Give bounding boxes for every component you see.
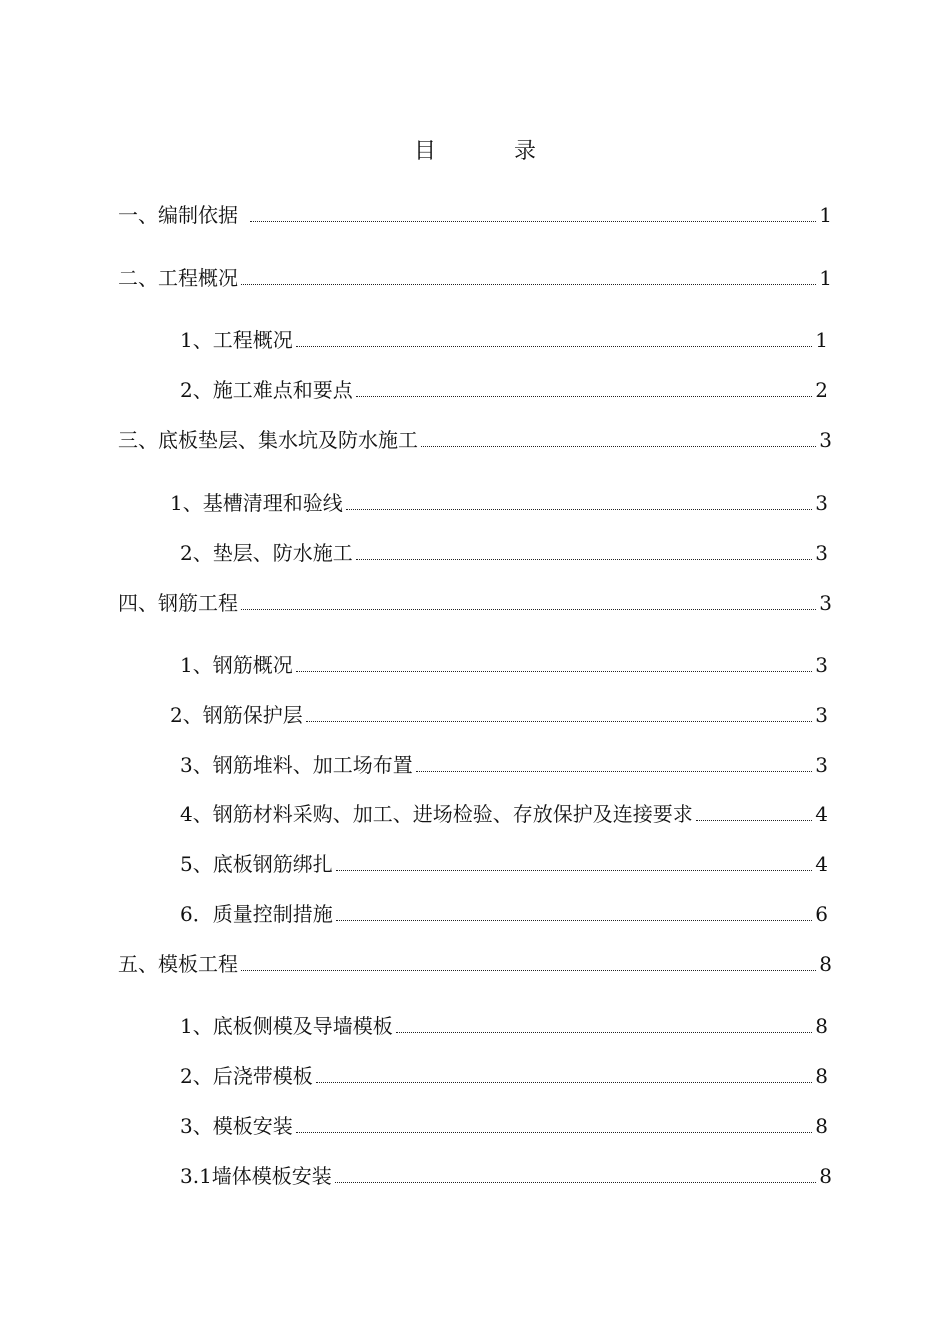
toc-entry[interactable] (118, 422, 832, 452)
toc-entry-page: 3 (815, 703, 828, 727)
toc-leader (241, 608, 816, 610)
toc-entry-label: 四、钢筋工程 (118, 591, 238, 615)
toc-entry-page: 1 (819, 266, 832, 290)
toc-entry[interactable] (180, 372, 828, 402)
toc-entry[interactable] (180, 846, 828, 876)
toc-entry-label: 五、模板工程 (118, 952, 238, 976)
toc-entry-page: 4 (815, 802, 828, 826)
toc-entry-page: 8 (819, 952, 832, 976)
toc-entry[interactable] (180, 1008, 828, 1038)
toc-leader (241, 283, 816, 285)
toc-title-char-2: 录 (514, 139, 537, 164)
toc-leader (396, 1031, 813, 1033)
toc-entry-page: 8 (815, 1114, 828, 1138)
toc-entry-label: 2、垫层、防水施工 (180, 541, 353, 565)
toc-leader (316, 1081, 813, 1083)
toc-leader (356, 395, 813, 397)
toc-entry[interactable] (180, 647, 828, 677)
toc-entry[interactable] (118, 197, 832, 227)
toc-entry-page: 3 (815, 653, 828, 677)
toc-entry[interactable] (118, 946, 832, 976)
toc-entry[interactable] (118, 585, 832, 615)
toc-entry-label: 4、钢筋材料采购、加工、进场检验、存放保护及连接要求 (180, 802, 693, 826)
toc-leader (336, 869, 813, 871)
toc-leader (250, 220, 816, 222)
toc-entry-label: 三、底板垫层、集水坑及防水施工 (118, 428, 418, 452)
toc-entry-label: 2、后浇带模板 (180, 1064, 313, 1088)
toc-entry-label: 3、模板安装 (180, 1114, 293, 1138)
toc-entry[interactable] (180, 796, 828, 826)
toc-entry-page: 3 (815, 753, 828, 777)
toc-entry[interactable] (180, 896, 828, 926)
toc-entry-label: 1、底板侧模及导墙模板 (180, 1014, 393, 1038)
toc-title-char-1: 目 (414, 139, 437, 164)
toc-leader (296, 345, 813, 347)
toc-entry-page: 8 (819, 1164, 832, 1188)
toc-leader (336, 919, 813, 921)
toc-entry-label: 1、基槽清理和验线 (170, 491, 343, 515)
toc-entry-label: 1、工程概况 (180, 328, 293, 352)
toc-entry[interactable] (170, 697, 828, 727)
toc-entry-label: 二、工程概况 (118, 266, 238, 290)
toc-entry[interactable] (180, 1058, 828, 1088)
toc-leader (306, 720, 813, 722)
toc-leader (696, 819, 813, 821)
toc-leader (421, 445, 816, 447)
toc-leader (241, 969, 816, 971)
toc-entry-page: 6 (815, 902, 828, 926)
toc-entry-label: 3、钢筋堆料、加工场布置 (180, 753, 413, 777)
toc-entry-label: 5、底板钢筋绑扎 (180, 852, 333, 876)
toc-leader (346, 508, 813, 510)
toc-entry[interactable] (180, 322, 828, 352)
toc-leader (296, 1131, 813, 1133)
toc-leader (296, 670, 813, 672)
toc-leader (356, 558, 813, 560)
toc-entry-page: 8 (815, 1064, 828, 1088)
toc-entry[interactable] (180, 1108, 828, 1138)
toc-entry-label: 2、钢筋保护层 (170, 703, 303, 727)
toc-entry-page: 2 (815, 378, 828, 402)
toc-leader (335, 1181, 816, 1183)
toc-entry[interactable] (180, 1158, 832, 1188)
toc-entry-page: 3 (819, 591, 832, 615)
toc-entry-page: 3 (819, 428, 832, 452)
toc-entry-label: 一、编制依据 (118, 203, 238, 227)
toc-leader (416, 770, 813, 772)
toc-entry-page: 8 (815, 1014, 828, 1038)
toc-entry-page: 4 (815, 852, 828, 876)
toc-entry-label: 1、钢筋概况 (180, 653, 293, 677)
toc-entry-page: 1 (819, 203, 832, 227)
toc-entry-page: 3 (815, 541, 828, 565)
toc-entry[interactable] (170, 485, 828, 515)
toc-entry[interactable] (180, 535, 828, 565)
toc-entry-page: 3 (815, 491, 828, 515)
toc-entry-page: 1 (815, 328, 828, 352)
toc-entry-label: 2、施工难点和要点 (180, 378, 353, 402)
toc-entry[interactable] (180, 747, 828, 777)
toc-entry-label: 3.1墙体模板安装 (180, 1164, 332, 1188)
toc-entry[interactable] (118, 260, 832, 290)
toc-entry-label: 6．质量控制措施 (180, 902, 333, 926)
